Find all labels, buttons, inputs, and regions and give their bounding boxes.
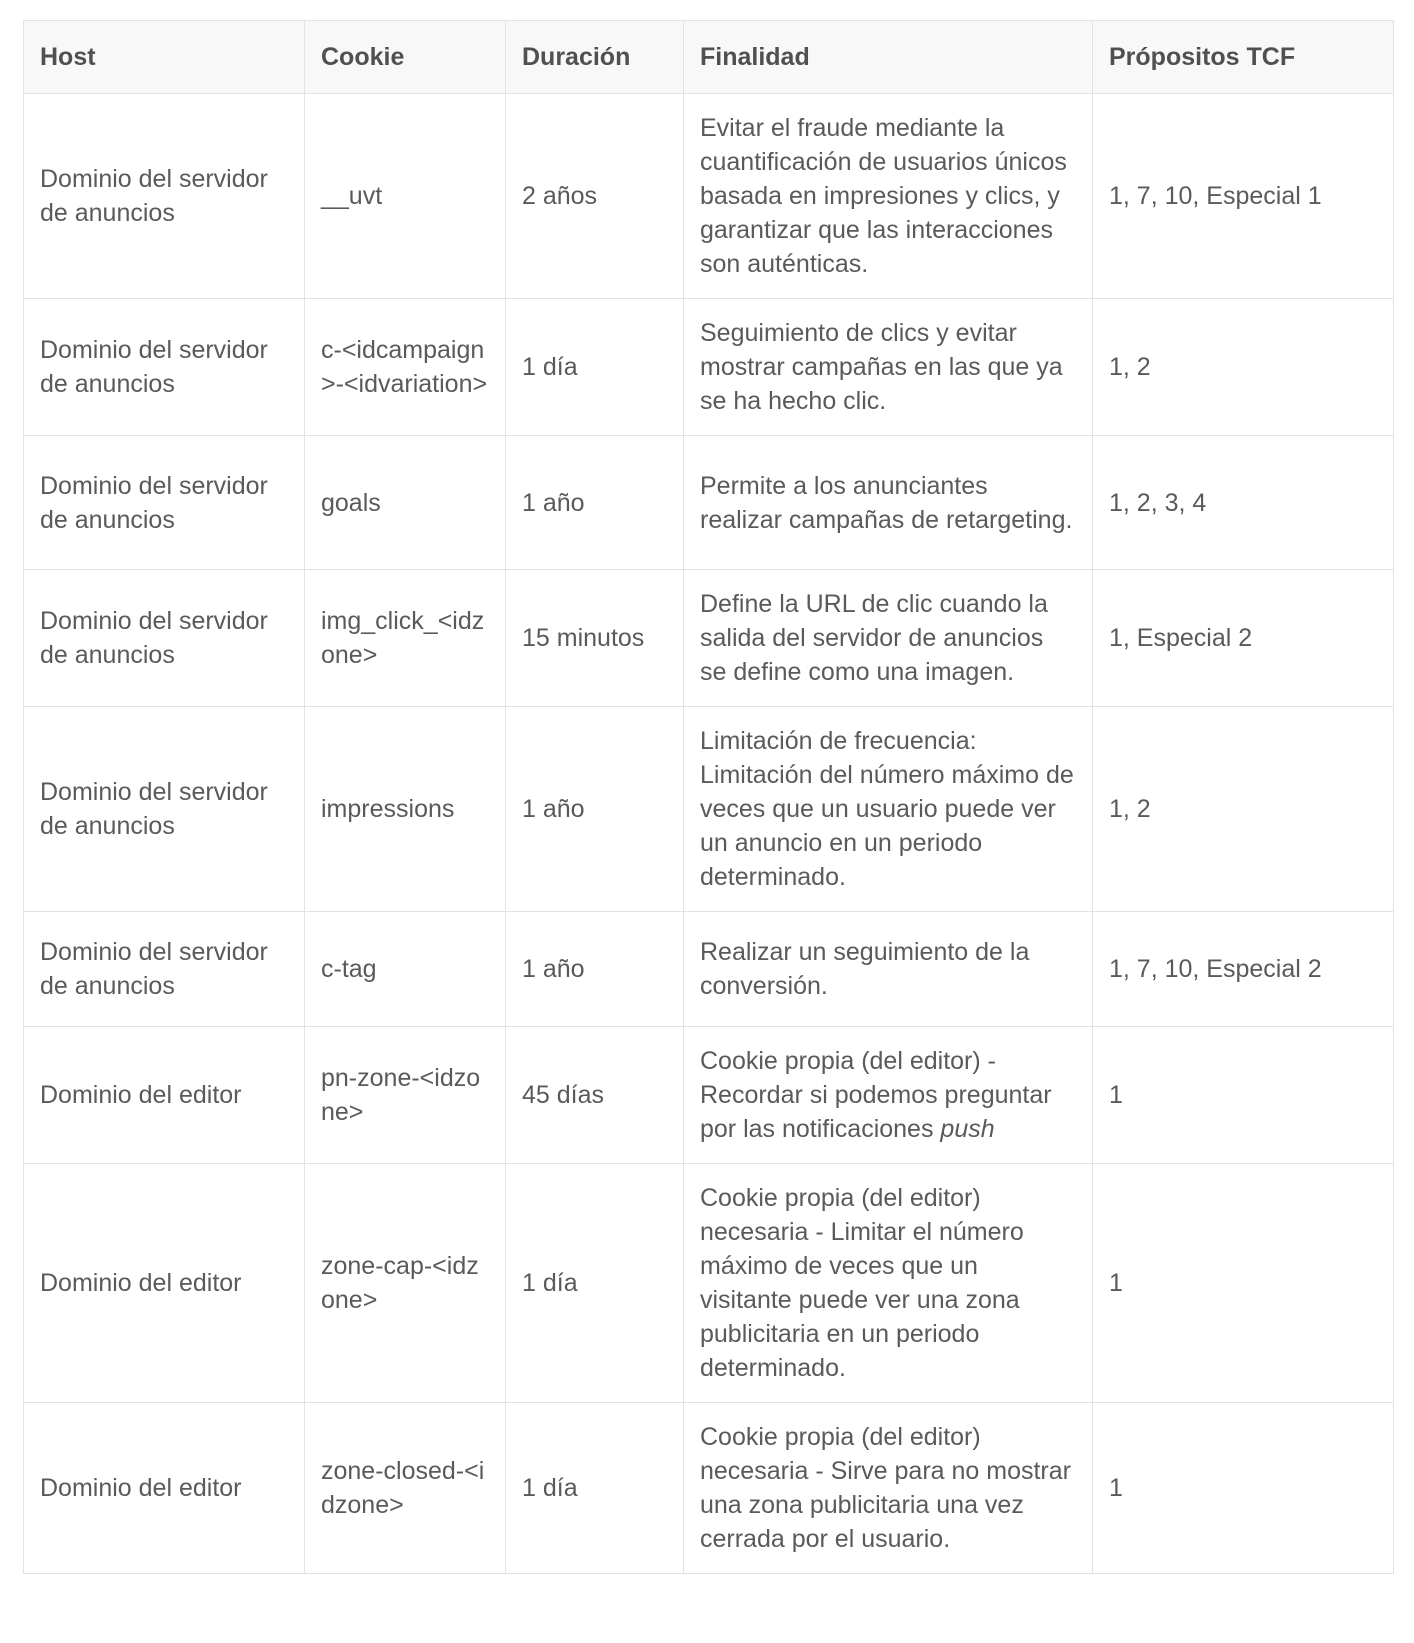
cell-duration: 1 año xyxy=(506,912,684,1027)
purpose-emphasis: push xyxy=(940,1115,995,1143)
cell-purpose: Permite a los anunciantes realizar campañas de retargeting. xyxy=(684,436,1093,570)
cell-duration: 45 días xyxy=(506,1027,684,1164)
cell-cookie: __uvt xyxy=(305,94,506,299)
cell-purpose: Evitar el fraude mediante la cuantificación de usuarios únicos basada en impresiones y clics, y garantizar que las interacciones son auténticas. xyxy=(684,94,1093,299)
cell-duration: 1 año xyxy=(506,436,684,570)
table-row xyxy=(24,436,1394,570)
cell-tcf: 1, 2, 3, 4 xyxy=(1093,436,1394,570)
cell-purpose: Seguimiento de clics y evitar mostrar campañas en las que ya se ha hecho clic. xyxy=(684,299,1093,436)
cell-host: Dominio del servidor de anuncios xyxy=(24,912,305,1027)
cell-cookie: zone-closed-<idzone> xyxy=(305,1403,506,1574)
cell-tcf: 1 xyxy=(1093,1403,1394,1574)
cell-purpose xyxy=(684,1027,1093,1164)
header-tcf: Própositos TCF xyxy=(1093,21,1394,94)
cell-cookie: impressions xyxy=(305,707,506,912)
table-header-row xyxy=(24,21,1394,94)
table-row xyxy=(24,707,1394,912)
cell-host: Dominio del editor xyxy=(24,1027,305,1164)
cell-purpose: Realizar un seguimiento de la conversión. xyxy=(684,912,1093,1027)
cell-duration: 15 minutos xyxy=(506,570,684,707)
cell-cookie: img_click_<idzone> xyxy=(305,570,506,707)
header-duration: Duración xyxy=(506,21,684,94)
cell-purpose: Define la URL de clic cuando la salida del servidor de anuncios se define como una imagen. xyxy=(684,570,1093,707)
cell-cookie: zone-cap-<idzone> xyxy=(305,1164,506,1403)
cell-host: Dominio del editor xyxy=(24,1164,305,1403)
table-row xyxy=(24,299,1394,436)
cell-duration: 1 día xyxy=(506,299,684,436)
cell-tcf: 1, Especial 2 xyxy=(1093,570,1394,707)
cell-purpose: Limitación de frecuencia: Limitación del número máximo de veces que un usuario puede ver un anuncio en un periodo determinado. xyxy=(684,707,1093,912)
cell-host: Dominio del servidor de anuncios xyxy=(24,570,305,707)
cell-host: Dominio del servidor de anuncios xyxy=(24,94,305,299)
header-host: Host xyxy=(24,21,305,94)
table-row xyxy=(24,1164,1394,1403)
cell-tcf: 1, 7, 10, Especial 2 xyxy=(1093,912,1394,1027)
table-row xyxy=(24,912,1394,1027)
cell-tcf: 1, 2 xyxy=(1093,707,1394,912)
cell-duration: 1 día xyxy=(506,1403,684,1574)
cookie-table-container xyxy=(23,20,1393,1574)
cell-tcf: 1 xyxy=(1093,1027,1394,1164)
cell-duration: 1 año xyxy=(506,707,684,912)
cell-duration: 2 años xyxy=(506,94,684,299)
table-row xyxy=(24,1403,1394,1574)
cell-cookie: goals xyxy=(305,436,506,570)
header-cookie: Cookie xyxy=(305,21,506,94)
cell-tcf: 1, 7, 10, Especial 1 xyxy=(1093,94,1394,299)
cell-duration: 1 día xyxy=(506,1164,684,1403)
cell-cookie: pn-zone-<idzone> xyxy=(305,1027,506,1164)
table-row xyxy=(24,1027,1394,1164)
cell-purpose: Cookie propia (del editor) necesaria - Limitar el número máximo de veces que un visitante puede ver una zona publicitaria en un periodo determinado. xyxy=(684,1164,1093,1403)
cell-tcf: 1 xyxy=(1093,1164,1394,1403)
purpose-text: Cookie propia (del editor) - Recordar si podemos preguntar por las notificaciones xyxy=(700,1047,1052,1143)
cell-host: Dominio del servidor de anuncios xyxy=(24,707,305,912)
header-purpose: Finalidad xyxy=(684,21,1093,94)
table-row xyxy=(24,94,1394,299)
table-row xyxy=(24,570,1394,707)
cell-cookie: c-<idcampaign>-<idvariation> xyxy=(305,299,506,436)
cell-purpose: Cookie propia (del editor) necesaria - Sirve para no mostrar una zona publicitaria una vez cerrada por el usuario. xyxy=(684,1403,1093,1574)
cell-host: Dominio del servidor de anuncios xyxy=(24,436,305,570)
cookie-table xyxy=(23,20,1394,1574)
cell-host: Dominio del servidor de anuncios xyxy=(24,299,305,436)
cell-tcf: 1, 2 xyxy=(1093,299,1394,436)
cell-cookie: c-tag xyxy=(305,912,506,1027)
cell-host: Dominio del editor xyxy=(24,1403,305,1574)
